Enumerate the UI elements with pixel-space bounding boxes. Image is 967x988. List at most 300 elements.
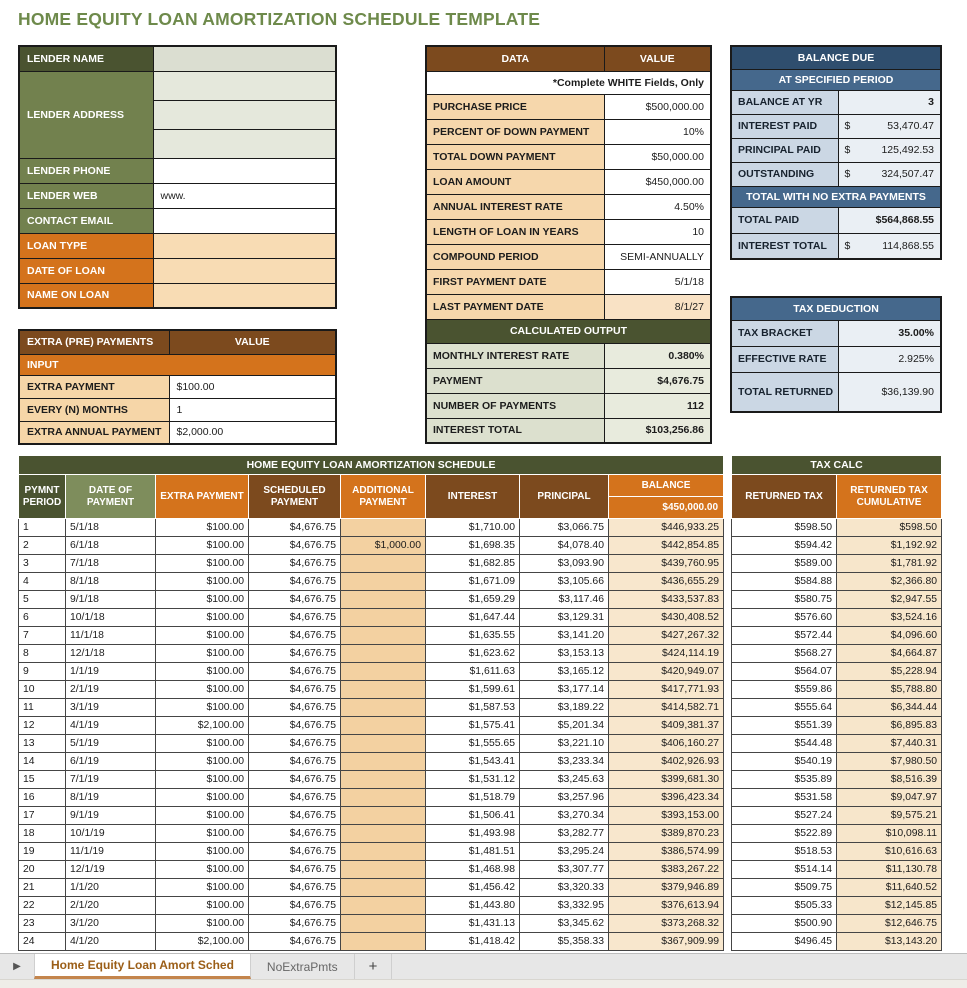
calc-value-cell[interactable]: 0.380% [604, 343, 711, 368]
returned-tax-cell[interactable]: $496.45 [732, 933, 837, 951]
period-cell[interactable]: 21 [19, 879, 66, 897]
extra-payment-cell[interactable]: $2,100.00 [156, 717, 249, 735]
data-value-cell[interactable]: 5/1/18 [604, 269, 711, 294]
col-header-date: DATE OF PAYMENT [66, 475, 156, 519]
principal-cell[interactable]: $3,245.63 [520, 771, 609, 789]
extra-payment-cell[interactable]: $100.00 [156, 897, 249, 915]
table-row [19, 933, 724, 951]
balance-cell[interactable]: $417,771.93 [609, 681, 724, 699]
returned-tax-cumulative-cell[interactable]: $4,096.60 [837, 627, 942, 645]
principal-cell[interactable]: $3,307.77 [520, 861, 609, 879]
date-cell[interactable]: 11/1/19 [66, 843, 156, 861]
additional-payment-cell[interactable] [341, 825, 426, 843]
returned-tax-cell[interactable]: $531.58 [732, 789, 837, 807]
returned-tax-cumulative-cell[interactable]: $5,228.94 [837, 663, 942, 681]
date-cell[interactable]: 6/1/18 [66, 537, 156, 555]
data-value-cell[interactable]: SEMI-ANNUALLY [604, 244, 711, 269]
returned-tax-cumulative-cell[interactable]: $7,980.50 [837, 753, 942, 771]
period-cell[interactable]: 18 [19, 825, 66, 843]
interest-cell[interactable]: $1,599.61 [426, 681, 520, 699]
tab-noextrapmts[interactable] [251, 954, 355, 979]
additional-payment-cell[interactable] [341, 789, 426, 807]
period-cell[interactable]: 6 [19, 609, 66, 627]
total-paid-value[interactable]: $564,868.55 [838, 207, 941, 233]
interest-cell[interactable]: $1,468.98 [426, 861, 520, 879]
period-cell[interactable]: 8 [19, 645, 66, 663]
returned-tax-cell[interactable]: $572.44 [732, 627, 837, 645]
returned-tax-cumulative-cell[interactable]: $10,098.11 [837, 825, 942, 843]
interest-cell[interactable]: $1,623.62 [426, 645, 520, 663]
extra-payment-cell[interactable]: $100.00 [156, 591, 249, 609]
returned-tax-cumulative-cell[interactable]: $13,143.20 [837, 933, 942, 951]
extra-payment-cell[interactable]: $100.00 [156, 843, 249, 861]
principal-cell[interactable]: $5,201.34 [520, 717, 609, 735]
period-cell[interactable]: 7 [19, 627, 66, 645]
date-cell[interactable]: 9/1/19 [66, 807, 156, 825]
principal-cell[interactable]: $4,078.40 [520, 537, 609, 555]
returned-tax-cell[interactable]: $500.90 [732, 915, 837, 933]
balance-cell[interactable]: $427,267.32 [609, 627, 724, 645]
scheduled-payment-cell[interactable]: $4,676.75 [249, 843, 341, 861]
extra-payment-label: EXTRA PAYMENT [19, 375, 169, 398]
scheduled-payment-cell[interactable]: $4,676.75 [249, 933, 341, 951]
returned-tax-cumulative-cell[interactable]: $7,440.31 [837, 735, 942, 753]
period-cell[interactable]: 17 [19, 807, 66, 825]
data-value-cell[interactable]: $50,000.00 [604, 144, 711, 169]
period-cell[interactable]: 9 [19, 663, 66, 681]
returned-tax-cell[interactable]: $518.53 [732, 843, 837, 861]
interest-cell[interactable]: $1,506.41 [426, 807, 520, 825]
scheduled-payment-cell[interactable]: $4,676.75 [249, 897, 341, 915]
period-cell[interactable]: 3 [19, 555, 66, 573]
extra-payment-cell[interactable]: $100.00 [156, 519, 249, 537]
lender-phone-field[interactable] [153, 158, 336, 183]
date-cell[interactable]: 2/1/19 [66, 681, 156, 699]
tab-home-equity-loan-amort-sched[interactable] [34, 954, 251, 979]
returned-tax-cumulative-cell[interactable]: $5,788.80 [837, 681, 942, 699]
schedule-section [18, 455, 967, 951]
period-cell[interactable]: 16 [19, 789, 66, 807]
returned-tax-cumulative-cell[interactable]: $1,192.92 [837, 537, 942, 555]
balance-cell[interactable]: $433,537.83 [609, 591, 724, 609]
every-n-months-label: EVERY (N) MONTHS [19, 398, 169, 421]
principal-paid-value[interactable] [838, 138, 941, 162]
returned-tax-cell[interactable]: $505.33 [732, 897, 837, 915]
returned-tax-cell[interactable]: $594.42 [732, 537, 837, 555]
interest-cell[interactable]: $1,647.44 [426, 609, 520, 627]
date-cell[interactable]: 12/1/18 [66, 645, 156, 663]
period-cell[interactable]: 19 [19, 843, 66, 861]
principal-cell[interactable]: $3,282.77 [520, 825, 609, 843]
balance-cell[interactable]: $430,408.52 [609, 609, 724, 627]
interest-cell[interactable]: $1,518.79 [426, 789, 520, 807]
scheduled-payment-cell[interactable]: $4,676.75 [249, 591, 341, 609]
returned-tax-cumulative-cell[interactable]: $598.50 [837, 519, 942, 537]
returned-tax-cumulative-cell[interactable]: $6,895.83 [837, 717, 942, 735]
returned-tax-cell[interactable]: $527.24 [732, 807, 837, 825]
principal-cell[interactable]: $3,141.20 [520, 627, 609, 645]
extra-payment-cell[interactable]: $100.00 [156, 771, 249, 789]
principal-cell[interactable]: $3,221.10 [520, 735, 609, 753]
every-n-months-value[interactable]: 1 [169, 398, 336, 421]
scheduled-payment-cell[interactable]: $4,676.75 [249, 717, 341, 735]
period-cell[interactable]: 2 [19, 537, 66, 555]
interest-cell[interactable]: $1,443.80 [426, 897, 520, 915]
data-label-cell: TOTAL DOWN PAYMENT [426, 144, 604, 169]
table-row [732, 609, 942, 627]
additional-payment-cell[interactable] [341, 843, 426, 861]
additional-payment-cell[interactable] [341, 573, 426, 591]
interest-cell[interactable]: $1,555.65 [426, 735, 520, 753]
add-sheet-button[interactable] [355, 954, 393, 979]
additional-payment-cell[interactable] [341, 681, 426, 699]
returned-tax-cell[interactable]: $555.64 [732, 699, 837, 717]
data-value-cell[interactable]: 10% [604, 119, 711, 144]
extra-payment-cell[interactable]: $100.00 [156, 663, 249, 681]
scheduled-payment-cell[interactable]: $4,676.75 [249, 609, 341, 627]
returned-tax-cell[interactable]: $580.75 [732, 591, 837, 609]
scheduled-payment-cell[interactable]: $4,676.75 [249, 789, 341, 807]
outstanding-value[interactable] [838, 162, 941, 186]
additional-payment-cell[interactable] [341, 933, 426, 951]
extra-payment-cell[interactable]: $100.00 [156, 879, 249, 897]
returned-tax-cell[interactable]: $540.19 [732, 753, 837, 771]
scheduled-payment-cell[interactable]: $4,676.75 [249, 519, 341, 537]
additional-payment-cell[interactable] [341, 753, 426, 771]
data-value-cell[interactable]: $450,000.00 [604, 169, 711, 194]
extra-payment-cell[interactable]: $100.00 [156, 681, 249, 699]
returned-tax-cell[interactable]: $568.27 [732, 645, 837, 663]
interest-cell[interactable]: $1,531.12 [426, 771, 520, 789]
period-cell[interactable]: 23 [19, 915, 66, 933]
scheduled-payment-cell[interactable]: $4,676.75 [249, 735, 341, 753]
data-value-cell[interactable]: $500,000.00 [604, 94, 711, 119]
balance-cell[interactable]: $389,870.23 [609, 825, 724, 843]
extra-payment-cell[interactable]: $100.00 [156, 573, 249, 591]
name-on-loan-field[interactable] [153, 283, 336, 308]
loan-type-field[interactable] [153, 233, 336, 258]
returned-tax-cell[interactable]: $559.86 [732, 681, 837, 699]
returned-tax-cell[interactable]: $514.14 [732, 861, 837, 879]
extra-payment-cell[interactable]: $100.00 [156, 609, 249, 627]
principal-cell[interactable]: $3,153.13 [520, 645, 609, 663]
scheduled-payment-cell[interactable]: $4,676.75 [249, 699, 341, 717]
interest-cell[interactable]: $1,671.09 [426, 573, 520, 591]
extra-payment-cell[interactable]: $100.00 [156, 861, 249, 879]
principal-cell[interactable]: $3,233.34 [520, 753, 609, 771]
additional-payment-cell[interactable] [341, 555, 426, 573]
additional-payment-cell[interactable] [341, 591, 426, 609]
principal-cell[interactable]: $3,177.14 [520, 681, 609, 699]
balance-cell[interactable]: $436,655.29 [609, 573, 724, 591]
period-cell[interactable]: 10 [19, 681, 66, 699]
date-cell[interactable]: 11/1/18 [66, 627, 156, 645]
period-cell[interactable]: 14 [19, 753, 66, 771]
extra-payment-cell[interactable]: $100.00 [156, 825, 249, 843]
period-cell[interactable]: 24 [19, 933, 66, 951]
principal-cell[interactable]: $3,320.33 [520, 879, 609, 897]
additional-payment-cell[interactable] [341, 861, 426, 879]
balance-cell[interactable]: $396,423.34 [609, 789, 724, 807]
additional-payment-cell[interactable] [341, 609, 426, 627]
balance-cell[interactable]: $376,613.94 [609, 897, 724, 915]
additional-payment-cell[interactable] [341, 897, 426, 915]
returned-tax-cumulative-cell[interactable]: $12,646.75 [837, 915, 942, 933]
additional-payment-cell[interactable] [341, 645, 426, 663]
interest-cell[interactable]: $1,659.29 [426, 591, 520, 609]
period-cell[interactable]: 20 [19, 861, 66, 879]
balance-cell[interactable]: $409,381.37 [609, 717, 724, 735]
additional-payment-cell[interactable] [341, 807, 426, 825]
date-cell[interactable]: 5/1/19 [66, 735, 156, 753]
scheduled-payment-cell[interactable]: $4,676.75 [249, 681, 341, 699]
lender-address-field-2[interactable] [153, 100, 336, 129]
returned-tax-cumulative-cell[interactable]: $2,366.80 [837, 573, 942, 591]
returned-tax-cumulative-cell[interactable]: $2,947.55 [837, 591, 942, 609]
additional-payment-cell[interactable] [341, 519, 426, 537]
returned-tax-cumulative-cell[interactable]: $9,575.21 [837, 807, 942, 825]
extra-payment-value[interactable]: $100.00 [169, 375, 336, 398]
date-cell[interactable]: 1/1/19 [66, 663, 156, 681]
interest-cell[interactable]: $1,418.42 [426, 933, 520, 951]
returned-tax-cumulative-cell[interactable]: $11,130.78 [837, 861, 942, 879]
effective-rate-label: EFFECTIVE RATE [731, 346, 838, 372]
principal-cell[interactable]: $3,332.95 [520, 897, 609, 915]
lender-address-field-3[interactable] [153, 129, 336, 158]
interest-cell[interactable]: $1,431.13 [426, 915, 520, 933]
date-cell[interactable]: 10/1/18 [66, 609, 156, 627]
principal-cell[interactable]: $3,295.24 [520, 843, 609, 861]
returned-tax-cell[interactable]: $535.89 [732, 771, 837, 789]
effective-rate-value[interactable]: 2.925% [838, 346, 941, 372]
extra-payment-cell[interactable]: $100.00 [156, 555, 249, 573]
data-label-cell: LENGTH OF LOAN IN YEARS [426, 219, 604, 244]
interest-cell[interactable]: $1,493.98 [426, 825, 520, 843]
extra-payment-cell[interactable]: $100.00 [156, 627, 249, 645]
returned-tax-cumulative-cell[interactable]: $10,616.63 [837, 843, 942, 861]
returned-tax-cumulative-cell[interactable]: $8,516.39 [837, 771, 942, 789]
balance-cell[interactable]: $383,267.22 [609, 861, 724, 879]
date-cell[interactable]: 3/1/19 [66, 699, 156, 717]
additional-payment-cell[interactable] [341, 663, 426, 681]
period-cell[interactable]: 15 [19, 771, 66, 789]
period-cell[interactable]: 12 [19, 717, 66, 735]
date-cell[interactable]: 7/1/18 [66, 555, 156, 573]
table-row [19, 915, 724, 933]
scheduled-payment-cell[interactable]: $4,676.75 [249, 537, 341, 555]
lender-name-field[interactable] [153, 46, 336, 71]
contact-email-field[interactable] [153, 208, 336, 233]
additional-payment-cell[interactable] [341, 717, 426, 735]
balance-cell[interactable]: $399,681.30 [609, 771, 724, 789]
additional-payment-cell[interactable] [341, 699, 426, 717]
calc-value-cell[interactable]: $103,256.86 [604, 418, 711, 443]
period-cell[interactable]: 22 [19, 897, 66, 915]
extra-payment-cell[interactable]: $100.00 [156, 789, 249, 807]
col-header-scheduled: SCHEDULED PAYMENT [249, 475, 341, 519]
extra-payment-cell[interactable]: $100.00 [156, 645, 249, 663]
date-cell[interactable]: 1/1/20 [66, 879, 156, 897]
additional-payment-cell[interactable]: $1,000.00 [341, 537, 426, 555]
table-row [732, 789, 942, 807]
interest-cell[interactable]: $1,543.41 [426, 753, 520, 771]
balance-cell[interactable]: $386,574.99 [609, 843, 724, 861]
scheduled-payment-cell[interactable]: $4,676.75 [249, 645, 341, 663]
returned-tax-cumulative-cell[interactable]: $11,640.52 [837, 879, 942, 897]
interest-cell[interactable]: $1,587.53 [426, 699, 520, 717]
principal-cell[interactable]: $3,066.75 [520, 519, 609, 537]
principal-cell[interactable]: $3,257.96 [520, 789, 609, 807]
returned-tax-cell[interactable]: $576.60 [732, 609, 837, 627]
returned-tax-cell[interactable]: $551.39 [732, 717, 837, 735]
period-cell[interactable]: 1 [19, 519, 66, 537]
returned-tax-cumulative-cell[interactable]: $9,047.97 [837, 789, 942, 807]
table-row [19, 789, 724, 807]
returned-tax-cumulative-cell[interactable]: $3,524.16 [837, 609, 942, 627]
interest-cell[interactable]: $1,682.85 [426, 555, 520, 573]
period-cell[interactable]: 5 [19, 591, 66, 609]
interest-total-value[interactable] [838, 233, 941, 259]
principal-cell[interactable]: $3,129.31 [520, 609, 609, 627]
balance-cell[interactable]: $420,949.07 [609, 663, 724, 681]
date-cell[interactable]: 4/1/19 [66, 717, 156, 735]
balance-cell[interactable]: $446,933.25 [609, 519, 724, 537]
balance-cell[interactable]: $414,582.71 [609, 699, 724, 717]
interest-paid-label: INTEREST PAID [731, 114, 838, 138]
date-cell[interactable]: 8/1/19 [66, 789, 156, 807]
lender-web-field[interactable]: www. [153, 183, 336, 208]
balance-cell[interactable]: $393,153.00 [609, 807, 724, 825]
returned-tax-cell[interactable]: $522.89 [732, 825, 837, 843]
extra-payment-cell[interactable]: $100.00 [156, 699, 249, 717]
interest-cell[interactable]: $1,575.41 [426, 717, 520, 735]
interest-cell[interactable]: $1,481.51 [426, 843, 520, 861]
extra-payment-cell[interactable]: $2,100.00 [156, 933, 249, 951]
date-cell[interactable]: 6/1/19 [66, 753, 156, 771]
date-cell[interactable]: 9/1/18 [66, 591, 156, 609]
period-cell[interactable]: 13 [19, 735, 66, 753]
principal-cell[interactable]: $3,345.62 [520, 915, 609, 933]
principal-cell[interactable]: $3,105.66 [520, 573, 609, 591]
scheduled-payment-cell[interactable]: $4,676.75 [249, 825, 341, 843]
scheduled-payment-cell[interactable]: $4,676.75 [249, 861, 341, 879]
scheduled-payment-cell[interactable]: $4,676.75 [249, 807, 341, 825]
date-cell[interactable]: 4/1/20 [66, 933, 156, 951]
table-row [426, 94, 711, 119]
additional-payment-cell[interactable] [341, 879, 426, 897]
principal-cell[interactable]: $3,189.22 [520, 699, 609, 717]
balance-cell[interactable]: $439,760.95 [609, 555, 724, 573]
principal-cell[interactable]: $3,093.90 [520, 555, 609, 573]
tax-bracket-value[interactable]: 35.00% [838, 320, 941, 346]
extra-payment-cell[interactable]: $100.00 [156, 753, 249, 771]
currency-symbol: $ [844, 239, 851, 252]
date-cell[interactable]: 5/1/18 [66, 519, 156, 537]
date-cell[interactable]: 8/1/18 [66, 573, 156, 591]
period-cell[interactable]: 11 [19, 699, 66, 717]
tax-calc-banner: TAX CALC [732, 456, 942, 475]
returned-tax-cell[interactable]: $509.75 [732, 879, 837, 897]
balance-cell[interactable]: $406,160.27 [609, 735, 724, 753]
returned-tax-cumulative-cell[interactable]: $4,664.87 [837, 645, 942, 663]
returned-tax-cell[interactable]: $564.07 [732, 663, 837, 681]
extra-payment-cell[interactable]: $100.00 [156, 915, 249, 933]
date-cell[interactable]: 3/1/20 [66, 915, 156, 933]
total-returned-value[interactable]: $36,139.90 [838, 372, 941, 412]
principal-cell[interactable]: $3,165.12 [520, 663, 609, 681]
principal-cell[interactable]: $3,270.34 [520, 807, 609, 825]
data-value-cell[interactable]: 4.50% [604, 194, 711, 219]
balance-cell[interactable]: $373,268.32 [609, 915, 724, 933]
col-header-interest: INTEREST [426, 475, 520, 519]
additional-payment-cell[interactable] [341, 771, 426, 789]
extra-payment-cell[interactable]: $100.00 [156, 735, 249, 753]
calc-value-cell[interactable]: $4,676.75 [604, 368, 711, 393]
scheduled-payment-cell[interactable]: $4,676.75 [249, 753, 341, 771]
returned-tax-cell[interactable]: $544.48 [732, 735, 837, 753]
scheduled-payment-cell[interactable]: $4,676.75 [249, 555, 341, 573]
interest-cell[interactable]: $1,710.00 [426, 519, 520, 537]
calc-value-cell[interactable]: 112 [604, 393, 711, 418]
returned-tax-cell[interactable]: $589.00 [732, 555, 837, 573]
lender-address-field-1[interactable] [153, 71, 336, 100]
scheduled-payment-cell[interactable]: $4,676.75 [249, 627, 341, 645]
additional-payment-cell[interactable] [341, 915, 426, 933]
interest-total-label: INTEREST TOTAL [731, 233, 838, 259]
extra-annual-payment-value[interactable]: $2,000.00 [169, 421, 336, 444]
balance-cell[interactable]: $424,114.19 [609, 645, 724, 663]
returned-tax-cumulative-cell[interactable]: $6,344.44 [837, 699, 942, 717]
principal-cell[interactable]: $5,358.33 [520, 933, 609, 951]
scheduled-payment-cell[interactable]: $4,676.75 [249, 663, 341, 681]
returned-tax-cell[interactable]: $584.88 [732, 573, 837, 591]
principal-cell[interactable]: $3,117.46 [520, 591, 609, 609]
date-cell[interactable]: 12/1/19 [66, 861, 156, 879]
interest-cell[interactable]: $1,698.35 [426, 537, 520, 555]
returned-tax-cell[interactable]: $598.50 [732, 519, 837, 537]
scheduled-payment-cell[interactable]: $4,676.75 [249, 771, 341, 789]
additional-payment-cell[interactable] [341, 627, 426, 645]
data-value-cell[interactable]: 10 [604, 219, 711, 244]
sheet-nav-arrow-icon[interactable]: ▶ [13, 961, 21, 972]
balance-cell[interactable]: $442,854.85 [609, 537, 724, 555]
date-cell[interactable]: 7/1/19 [66, 771, 156, 789]
balance-at-yr-label: BALANCE AT YR [731, 90, 838, 114]
date-cell[interactable]: 2/1/20 [66, 897, 156, 915]
scheduled-payment-cell[interactable]: $4,676.75 [249, 573, 341, 591]
extra-payment-cell[interactable]: $100.00 [156, 537, 249, 555]
returned-tax-cumulative-cell[interactable]: $12,145.85 [837, 897, 942, 915]
balance-cell[interactable]: $379,946.89 [609, 879, 724, 897]
interest-cell[interactable]: $1,635.55 [426, 627, 520, 645]
date-cell[interactable]: 10/1/19 [66, 825, 156, 843]
data-value-cell[interactable]: 8/1/27 [604, 294, 711, 319]
input-section-label: INPUT [19, 354, 336, 375]
additional-payment-cell[interactable] [341, 735, 426, 753]
date-of-loan-field[interactable] [153, 258, 336, 283]
scheduled-payment-cell[interactable]: $4,676.75 [249, 915, 341, 933]
interest-cell[interactable]: $1,456.42 [426, 879, 520, 897]
extra-payment-cell[interactable]: $100.00 [156, 807, 249, 825]
interest-cell[interactable]: $1,611.63 [426, 663, 520, 681]
scheduled-payment-cell[interactable]: $4,676.75 [249, 879, 341, 897]
balance-at-yr-value[interactable]: 3 [838, 90, 941, 114]
balance-cell[interactable]: $367,909.99 [609, 933, 724, 951]
returned-tax-cumulative-cell[interactable]: $1,781.92 [837, 555, 942, 573]
period-cell[interactable]: 4 [19, 573, 66, 591]
interest-paid-value[interactable] [838, 114, 941, 138]
balance-cell[interactable]: $402,926.93 [609, 753, 724, 771]
